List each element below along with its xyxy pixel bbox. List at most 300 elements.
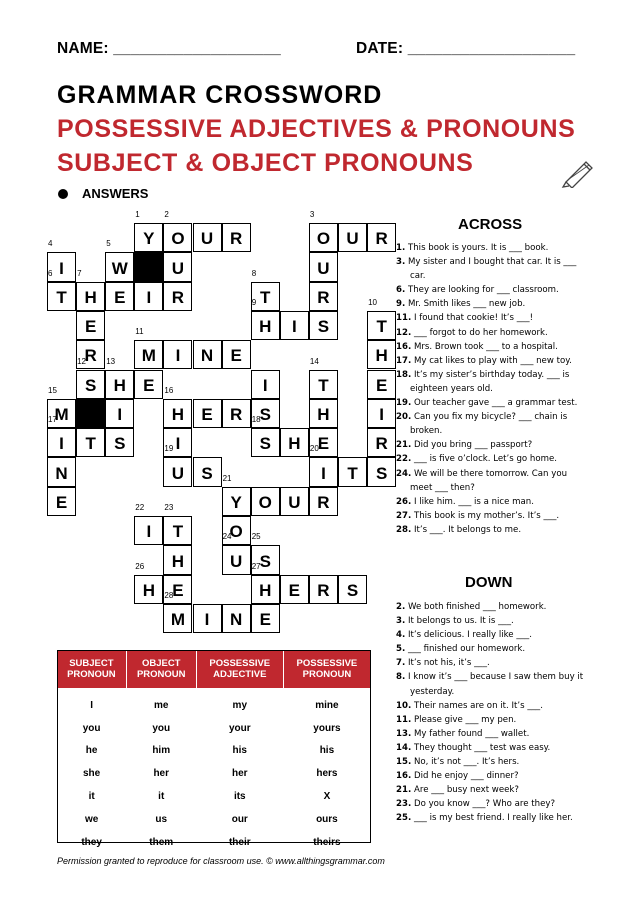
clue-number: 4. bbox=[396, 630, 406, 641]
across-clue bbox=[396, 452, 586, 466]
crossword-cell[interactable] bbox=[76, 268, 105, 311]
cell-letter: S bbox=[346, 580, 359, 600]
cell-letter: N bbox=[200, 346, 214, 366]
clue-number: 21 bbox=[222, 473, 232, 483]
table-cell: you bbox=[82, 722, 101, 734]
pronoun-table bbox=[57, 650, 371, 854]
down-clue bbox=[396, 670, 586, 698]
table-cell: my bbox=[232, 699, 247, 711]
crossword-cell[interactable] bbox=[193, 223, 222, 252]
crossword-cell[interactable] bbox=[163, 545, 192, 574]
table-row bbox=[57, 762, 371, 785]
crossword-cell[interactable] bbox=[251, 561, 280, 604]
cell-letter: T bbox=[85, 434, 96, 454]
clue-number: 10. bbox=[396, 700, 412, 711]
clue-number: 6 bbox=[48, 268, 53, 278]
clue-text: ___ finished our homework. bbox=[405, 644, 526, 655]
footer-credit: Permission granted to reproduce for classroom use. © www.allthingsgrammar.com bbox=[57, 856, 385, 866]
down-clue bbox=[396, 755, 586, 769]
header-line: PRONOUN bbox=[136, 669, 186, 680]
cell-letter: S bbox=[259, 405, 271, 425]
cell-letter: R bbox=[375, 229, 388, 249]
clue-number: 11 bbox=[135, 327, 144, 337]
crossword-cell[interactable] bbox=[280, 311, 309, 340]
cell-letter: E bbox=[201, 405, 213, 425]
crossword-cell[interactable] bbox=[47, 487, 76, 516]
clue-text: It’s delicious. I really like ___. bbox=[405, 630, 532, 641]
crossword-cell[interactable] bbox=[193, 399, 222, 428]
table-cell: his bbox=[319, 745, 335, 757]
table-cell: us bbox=[155, 813, 168, 825]
crossword-cell[interactable] bbox=[251, 297, 280, 340]
clue-number: 22 bbox=[135, 503, 145, 512]
cell-letter: T bbox=[56, 287, 67, 307]
clue-text: Their names are on it. It’s ___. bbox=[411, 700, 543, 711]
cell-letter: R bbox=[230, 405, 243, 425]
crossword-cell[interactable] bbox=[309, 444, 338, 486]
cell-letter: S bbox=[259, 551, 271, 571]
cell-letter: H bbox=[259, 580, 272, 600]
crossword-cell[interactable] bbox=[222, 340, 251, 369]
header-line: ADJECTIVE bbox=[213, 669, 267, 680]
cell-letter: M bbox=[170, 610, 186, 630]
date-field-label: DATE: ___________________ bbox=[356, 40, 576, 57]
table-row bbox=[57, 717, 371, 740]
across-clue bbox=[396, 438, 586, 452]
table-cell: her bbox=[153, 768, 169, 780]
cell-letter: I bbox=[321, 463, 326, 483]
cell-letter: H bbox=[317, 405, 330, 425]
crossword-cell[interactable] bbox=[193, 604, 222, 633]
clue-number: 3. bbox=[396, 257, 406, 268]
clue-number: 19 bbox=[164, 444, 174, 454]
down-clue bbox=[396, 797, 586, 811]
across-clue bbox=[396, 523, 586, 537]
header-line: OBJECT bbox=[141, 658, 181, 669]
clue-number: 15 bbox=[48, 385, 57, 395]
down-clue bbox=[396, 614, 586, 628]
down-clue bbox=[396, 656, 586, 670]
crossword-black-cell[interactable] bbox=[76, 399, 105, 428]
table-cell: your bbox=[228, 722, 251, 734]
clue-number: 12 bbox=[77, 356, 86, 366]
cell-letter: E bbox=[172, 580, 184, 600]
table-cell: his bbox=[232, 745, 247, 757]
clue-text: This book is yours. It is ___ book. bbox=[405, 243, 549, 253]
clue-text: They thought ___ test was easy. bbox=[411, 742, 551, 753]
table-cell: yours bbox=[313, 722, 341, 734]
table-header-cell bbox=[126, 650, 196, 688]
clue-text: We will be there tomorrow. Can you meet ___ then? bbox=[410, 468, 568, 493]
cell-letter: S bbox=[259, 434, 271, 454]
table-header-cell bbox=[57, 650, 126, 688]
pencil-icon bbox=[560, 158, 596, 188]
cell-letter: H bbox=[142, 580, 155, 600]
crossword-cell[interactable] bbox=[47, 457, 76, 486]
clue-number: 21. bbox=[396, 785, 412, 796]
across-clue bbox=[396, 326, 586, 340]
across-clue bbox=[396, 396, 586, 410]
table-cell: me bbox=[154, 699, 169, 711]
clue-number: 5. bbox=[396, 644, 406, 655]
clue-text: It belongs to us. It is ___. bbox=[405, 616, 514, 627]
crossword-black-cell[interactable] bbox=[134, 252, 163, 281]
crossword-cell[interactable] bbox=[76, 356, 105, 399]
clue-number: 15. bbox=[396, 757, 412, 768]
header-line: PRONOUN bbox=[302, 669, 352, 680]
cell-letter: E bbox=[114, 287, 126, 307]
cell-letter: I bbox=[59, 434, 64, 454]
down-clue bbox=[396, 811, 586, 825]
cell-letter: E bbox=[143, 375, 155, 395]
cell-letter: T bbox=[172, 522, 184, 542]
clue-text: It’s ___. It belongs to me. bbox=[411, 524, 522, 535]
crossword-cell[interactable] bbox=[367, 457, 396, 486]
clue-number: 25. bbox=[396, 813, 412, 824]
cell-letter: U bbox=[200, 229, 214, 249]
clue-number: 1. bbox=[396, 243, 406, 253]
clue-text: Do you know ___? Who are they? bbox=[411, 799, 556, 810]
cell-letter: R bbox=[317, 580, 330, 600]
clue-number: 27 bbox=[251, 561, 261, 571]
clue-number: 26. bbox=[396, 496, 412, 507]
crossword-cell[interactable] bbox=[280, 428, 309, 457]
table-header-cell bbox=[196, 650, 283, 688]
clue-number: 8. bbox=[396, 672, 406, 683]
clue-number: 3 bbox=[309, 210, 315, 219]
clue-number: 26 bbox=[135, 561, 145, 571]
across-heading: ACROSS bbox=[458, 216, 523, 233]
clue-number: 22. bbox=[396, 454, 412, 465]
crossword-cell[interactable] bbox=[105, 428, 134, 457]
cell-letter: S bbox=[375, 463, 388, 483]
cell-letter: T bbox=[260, 287, 271, 307]
crossword-cell[interactable] bbox=[193, 340, 222, 369]
clue-text: No, it’s not ___. It’s hers. bbox=[411, 757, 520, 768]
clue-number: 13 bbox=[106, 356, 116, 366]
subtitle-pronouns: SUBJECT & OBJECT PRONOUNS bbox=[57, 149, 474, 177]
clue-number: 27. bbox=[396, 510, 412, 521]
clue-number: 16. bbox=[396, 771, 412, 782]
clue-number: 1 bbox=[135, 210, 140, 219]
clue-number: 4 bbox=[48, 239, 53, 249]
clue-number: 23 bbox=[164, 503, 174, 512]
crossword-cell[interactable] bbox=[76, 311, 105, 340]
crossword-cell[interactable] bbox=[309, 399, 338, 428]
cell-letter: H bbox=[171, 551, 185, 571]
clue-text: This book is my mother’s. It’s ___. bbox=[411, 510, 560, 521]
clue-number: 2. bbox=[396, 602, 406, 612]
crossword-cell[interactable] bbox=[309, 252, 338, 281]
cell-letter: E bbox=[288, 580, 301, 600]
cell-letter: T bbox=[347, 463, 358, 483]
clue-text: Did he enjoy ___ dinner? bbox=[411, 771, 519, 782]
crossword-cell[interactable] bbox=[251, 487, 280, 516]
crossword-cell[interactable] bbox=[163, 503, 192, 545]
cell-letter: R bbox=[317, 287, 330, 307]
clue-number: 11. bbox=[396, 714, 412, 725]
table-row bbox=[57, 808, 371, 831]
cell-letter: R bbox=[317, 492, 330, 512]
cell-letter: I bbox=[146, 287, 152, 307]
table-cell: theirs bbox=[313, 836, 341, 848]
clue-number: 6. bbox=[396, 285, 406, 296]
clue-number: 16. bbox=[396, 341, 412, 352]
crossword-cell[interactable] bbox=[163, 590, 192, 633]
crossword-cell[interactable] bbox=[367, 428, 396, 457]
name-field-label: NAME: ___________________ bbox=[57, 40, 281, 57]
across-clue bbox=[396, 354, 586, 368]
cell-letter: U bbox=[288, 492, 301, 512]
cell-letter: N bbox=[55, 463, 68, 483]
clue-text: Mrs. Brown took ___ to a hospital. bbox=[411, 341, 558, 352]
cell-letter: T bbox=[318, 375, 329, 395]
cell-letter: R bbox=[84, 346, 97, 366]
crossword-cell[interactable] bbox=[309, 282, 338, 311]
crossword-cell[interactable] bbox=[163, 282, 192, 311]
clue-number: 23. bbox=[396, 799, 412, 810]
down-clue bbox=[396, 741, 586, 755]
crossword-cell[interactable] bbox=[163, 252, 192, 281]
crossword-cell[interactable] bbox=[222, 223, 251, 252]
cell-letter: S bbox=[317, 317, 330, 337]
cell-letter: I bbox=[175, 434, 181, 454]
cell-letter: R bbox=[230, 229, 243, 249]
cell-letter: H bbox=[259, 317, 272, 337]
clue-text: I like him. ___ is a nice man. bbox=[411, 496, 534, 507]
clue-number: 17. bbox=[396, 355, 412, 366]
cell-letter: W bbox=[111, 258, 128, 278]
down-clue bbox=[396, 600, 586, 614]
table-cell: her bbox=[231, 768, 248, 780]
crossword-cell[interactable] bbox=[163, 385, 192, 428]
down-clue bbox=[396, 769, 586, 783]
across-clue bbox=[396, 255, 586, 283]
crossword-cell[interactable] bbox=[309, 575, 338, 604]
table-cell: them bbox=[149, 836, 174, 848]
crossword-cell[interactable] bbox=[222, 399, 251, 428]
clue-number: 19. bbox=[396, 398, 412, 409]
clue-number: 7. bbox=[396, 658, 406, 669]
clue-text: It’s my sister’s birthday today. ___ is eighteen years old. bbox=[410, 369, 570, 394]
down-clue bbox=[396, 713, 586, 727]
cell-letter: E bbox=[259, 610, 271, 630]
clue-number: 21. bbox=[396, 440, 412, 451]
cell-letter: E bbox=[317, 434, 330, 454]
cell-letter: E bbox=[55, 492, 68, 512]
crossword-cell[interactable] bbox=[367, 399, 396, 428]
crossword-cell[interactable] bbox=[309, 356, 338, 399]
cell-letter: U bbox=[171, 463, 185, 483]
crossword-cell[interactable] bbox=[251, 604, 280, 633]
clue-number: 18 bbox=[251, 415, 261, 425]
clue-number: 17 bbox=[48, 415, 57, 425]
clue-text: Our teacher gave ___ a grammar test. bbox=[411, 398, 578, 409]
table-cell: they bbox=[81, 836, 102, 848]
cell-letter: O bbox=[258, 492, 272, 512]
across-clue-list bbox=[396, 241, 586, 537]
clue-text: My sister and I bought that car. It is ___ car. bbox=[405, 257, 577, 282]
crossword-cell[interactable] bbox=[163, 340, 192, 369]
cell-letter: T bbox=[376, 317, 387, 337]
cell-letter: S bbox=[84, 375, 97, 395]
across-clue bbox=[396, 283, 586, 297]
crossword-cell[interactable] bbox=[309, 311, 338, 340]
cell-letter: I bbox=[175, 346, 181, 366]
down-clue bbox=[396, 727, 586, 741]
clue-number: 24 bbox=[222, 532, 232, 542]
cell-letter: H bbox=[171, 405, 185, 425]
cell-letter: H bbox=[84, 287, 97, 307]
table-cell: it bbox=[158, 791, 165, 803]
cell-letter: O bbox=[316, 229, 331, 249]
cell-letter: R bbox=[171, 287, 185, 307]
table-cell: you bbox=[152, 722, 171, 734]
cell-letter: U bbox=[346, 229, 359, 249]
bullet-icon bbox=[58, 189, 68, 199]
crossword-cell[interactable] bbox=[163, 444, 192, 486]
crossword-cell[interactable] bbox=[280, 575, 309, 604]
crossword-cell[interactable] bbox=[134, 370, 163, 399]
subtitle-possessive: POSSESSIVE ADJECTIVES & PRONOUNS bbox=[57, 115, 576, 143]
crossword-cell[interactable] bbox=[338, 457, 367, 486]
clue-text: Did you bring ___ passport? bbox=[411, 440, 533, 451]
cell-letter: U bbox=[171, 258, 185, 278]
down-clue-list bbox=[396, 600, 586, 826]
clue-number: 12. bbox=[396, 327, 412, 338]
crossword-cell[interactable] bbox=[280, 487, 309, 516]
cell-letter: Y bbox=[143, 229, 155, 249]
crossword-cell[interactable] bbox=[367, 340, 396, 369]
clue-text: ___ is five o’clock. Let’s go home. bbox=[411, 454, 558, 465]
cell-letter: E bbox=[375, 375, 388, 395]
table-cell: hers bbox=[316, 768, 338, 780]
clue-number: 3. bbox=[396, 616, 406, 627]
crossword-cell[interactable] bbox=[309, 210, 338, 252]
clue-number: 25 bbox=[251, 532, 261, 542]
clue-number: 24. bbox=[396, 468, 412, 479]
clue-number: 18. bbox=[396, 369, 412, 380]
cell-letter: U bbox=[230, 551, 243, 571]
across-clue bbox=[396, 509, 586, 523]
crossword-cell[interactable] bbox=[251, 415, 280, 457]
cell-letter: I bbox=[204, 610, 210, 630]
clue-number: 20. bbox=[396, 412, 412, 423]
crossword-cell[interactable] bbox=[134, 327, 163, 369]
clue-number: 28 bbox=[164, 590, 174, 600]
crossword-cell[interactable] bbox=[222, 604, 251, 633]
clue-text: Please give ___ my pen. bbox=[411, 714, 517, 725]
crossword-cell[interactable] bbox=[193, 457, 222, 486]
crossword-cell[interactable] bbox=[367, 297, 396, 340]
crossword-cell[interactable] bbox=[134, 561, 163, 604]
header-line: PRONOUN bbox=[67, 669, 116, 680]
cell-letter: S bbox=[114, 434, 126, 454]
clue-text: ___ is my best friend. I really like her. bbox=[411, 813, 573, 824]
crossword-cell[interactable] bbox=[76, 428, 105, 457]
cell-letter: I bbox=[59, 258, 64, 278]
crossword-cell[interactable] bbox=[47, 268, 76, 311]
page-title: GRAMMAR CROSSWORD bbox=[57, 81, 383, 109]
cell-letter: I bbox=[262, 375, 268, 395]
cell-letter: I bbox=[117, 405, 123, 425]
crossword-cell[interactable] bbox=[47, 415, 76, 457]
crossword-cell[interactable] bbox=[134, 282, 163, 311]
crossword-cell[interactable] bbox=[105, 399, 134, 428]
clue-number: 8 bbox=[251, 268, 257, 278]
cell-letter: I bbox=[291, 317, 297, 337]
crossword-cell[interactable] bbox=[134, 210, 163, 252]
clue-number: 9. bbox=[396, 299, 406, 310]
across-clue bbox=[396, 311, 586, 325]
clue-text: We both finished ___ homework. bbox=[405, 602, 547, 612]
crossword-cell[interactable] bbox=[338, 223, 367, 252]
clue-text: It’s not his, it’s ___. bbox=[405, 658, 490, 669]
crossword-cell[interactable] bbox=[163, 210, 192, 252]
clue-text: I found that cookie! It’s ___! bbox=[411, 313, 534, 324]
clue-number: 13. bbox=[396, 728, 412, 739]
table-cell: it bbox=[88, 791, 95, 803]
table-row bbox=[57, 831, 371, 854]
down-heading: DOWN bbox=[465, 574, 513, 591]
crossword-cell[interactable] bbox=[338, 575, 367, 604]
table-cell: its bbox=[233, 791, 246, 803]
clue-number: 5 bbox=[106, 239, 111, 249]
crossword-cell[interactable] bbox=[222, 473, 251, 516]
pronoun-table-header bbox=[57, 650, 371, 688]
cell-letter: S bbox=[201, 463, 213, 483]
answers-text: ANSWERS bbox=[82, 186, 149, 201]
clue-number: 14 bbox=[309, 356, 319, 366]
crossword-cell[interactable] bbox=[367, 370, 396, 399]
cell-letter: O bbox=[171, 229, 185, 249]
table-cell: their bbox=[228, 836, 251, 848]
cell-letter: R bbox=[375, 434, 388, 454]
clue-number: 16 bbox=[164, 385, 174, 395]
across-clue bbox=[396, 340, 586, 354]
cell-letter: I bbox=[146, 522, 152, 542]
clue-text: Are ___ busy next week? bbox=[411, 785, 519, 796]
crossword-cell[interactable] bbox=[105, 239, 134, 281]
crossword-cell[interactable] bbox=[134, 503, 163, 545]
cell-letter: I bbox=[379, 405, 384, 425]
answers-label bbox=[58, 186, 148, 201]
table-cell: I bbox=[90, 699, 94, 711]
crossword-cell[interactable] bbox=[105, 356, 134, 399]
crossword-cell[interactable] bbox=[367, 223, 396, 252]
clue-text: ___ forgot to do her homework. bbox=[411, 327, 548, 338]
header-line: POSSESSIVE bbox=[296, 658, 358, 669]
down-clue bbox=[396, 699, 586, 713]
table-header-cell bbox=[283, 650, 370, 688]
table-cell: him bbox=[152, 745, 171, 757]
crossword-cell[interactable] bbox=[222, 532, 251, 574]
crossword-cell[interactable] bbox=[309, 487, 338, 516]
clue-number: 11. bbox=[396, 313, 412, 324]
clue-number: 20 bbox=[309, 444, 319, 454]
cell-letter: H bbox=[288, 434, 301, 454]
cell-letter: O bbox=[229, 522, 243, 542]
clue-number: 2 bbox=[164, 210, 169, 219]
crossword-cell[interactable] bbox=[105, 282, 134, 311]
across-clue bbox=[396, 297, 586, 311]
clue-text: My father found ___ wallet. bbox=[411, 728, 530, 739]
crossword-cell[interactable] bbox=[251, 370, 280, 399]
table-row bbox=[57, 785, 371, 808]
table-cell: X bbox=[323, 791, 331, 803]
across-clue bbox=[396, 495, 586, 509]
clue-number: 7 bbox=[77, 268, 82, 278]
